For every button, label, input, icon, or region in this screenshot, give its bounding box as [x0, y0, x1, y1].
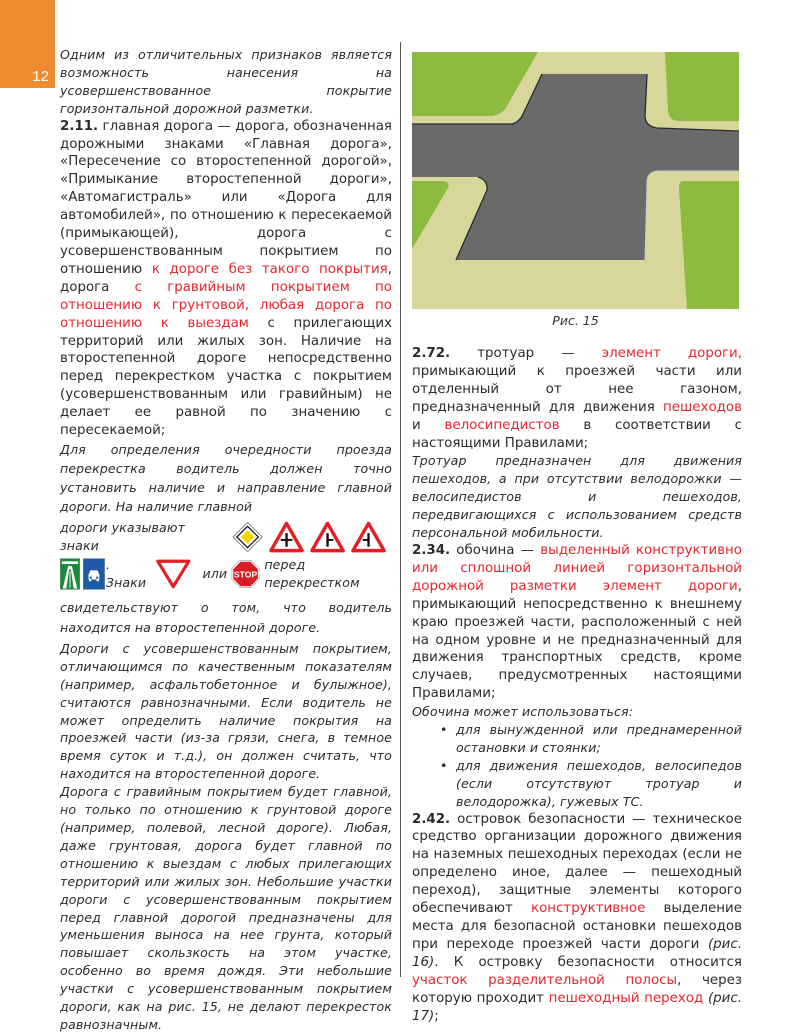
- definition-2-34: [412, 542, 742, 703]
- highlight-text: с гравийным покрытием по отношению к грунтовой, любая дорога по отношению к выездам: [60, 279, 392, 331]
- definition-text: с прилегающих территорий или жилых зон. Наличие на второстепенной дороге непосредственно перед перекрестком участка с покрытием (усовершенствованным или гравийным) не делает ее равной по значению с пересекаемой;: [60, 315, 392, 439]
- page-number: 12: [32, 68, 49, 85]
- definition-2-11: [60, 118, 392, 440]
- shoulder-uses-list: [412, 721, 742, 811]
- figure-15-intersection: [412, 52, 739, 309]
- signs-note: Для определения очередности проезда перекрестка водитель должен точно установить наличие и направление главной дороги. На наличие главной: [60, 441, 392, 514]
- highlight-text: велосипедистов: [444, 417, 560, 433]
- crossroad-minor-sign-icon: [269, 521, 304, 553]
- definition-text: , через которую проходит: [412, 972, 743, 1006]
- definition-text: островок безопасности — техническое средство организации дорожного движения на наземных пешеходных переходах (если не определено иное, далее — пешеходный переход), защитные элементы которого обеспечивают: [412, 811, 742, 917]
- right-column: [412, 345, 742, 1025]
- left-column: [60, 46, 392, 1034]
- highlight-text: конструктивное: [531, 901, 646, 917]
- motorway-sign-icon: [60, 557, 80, 591]
- figure-reference: (рис. 16): [412, 936, 742, 970]
- highlight-text: к дороге без такого покрытия: [151, 261, 388, 277]
- secondary-road-signs-row: [60, 556, 392, 592]
- highlight-text: пешеходов: [663, 399, 742, 415]
- highlight-text: выделенный конструктивно или сплошной линией горизонтальной дорожной разметки элемент дороги: [412, 542, 742, 594]
- clause-number: 2.72.: [412, 346, 451, 361]
- signs-note-text: или: [202, 565, 228, 581]
- definition-text: ;: [434, 1008, 439, 1024]
- grass-bottom-right: [679, 181, 739, 309]
- highlight-text: участок разделительной полосы: [412, 972, 678, 988]
- definition-text: тротуар —: [450, 346, 602, 361]
- definition-text: выделение места для безопасной остановки пешеходов при переходе проезжей части дороги: [412, 901, 742, 952]
- stop-sign-icon: [231, 558, 260, 590]
- signs-note-text: . Знаки: [105, 557, 147, 590]
- definition-text: примыкающий к проезжей части или отделенный от нее газоном, предназначенный для движения: [412, 363, 742, 415]
- definition-text: и: [412, 417, 445, 433]
- clause-number: 2.34.: [412, 542, 451, 558]
- figure-reference: (рис. 17): [412, 990, 742, 1024]
- page-number-tab: [0, 0, 55, 88]
- signs-note-conclusion: свидетельствуют о том, что водитель находится на второстепенной дороге.: [60, 599, 392, 635]
- definition-text: . К островку безопасности относится: [434, 954, 742, 970]
- definition-2-42: [412, 811, 742, 1026]
- definition-text: , примыкающий непосредственно к внешнему краю проезжей части, расположенный с ней на одном уровне и не предназначенный для движения транспортных средств, кроме случаев, предусмотренных настоящими Правилами;: [412, 578, 742, 702]
- sidewalk-note: Тротуар предназначен для движения пешеходов, а при отсутствии велодорожки — велосипедистов и пешеходов, передвигающихся с использованием средств персональной мобильности.: [412, 453, 742, 541]
- definition-text: в соответствии с настоящими Правилами;: [412, 417, 742, 451]
- side-road-right-sign-icon: [310, 521, 345, 553]
- figure-caption: Рис. 15: [552, 313, 599, 328]
- definition-text: , дорога: [60, 261, 392, 295]
- gravel-road-note: Дорога с гравийным покрытием будет главной, но только по отношению к грунтовой дороге (например, полевой, лесной дороге). Любая, даже грунтовая, дорога будет главной по отношению к выездам с любых прилегающих территорий или жилых зон. Небольшие участки дороги с усовершенствованным покрытием перед главной дорогой предназначены для уменьшения выноса на нее грунта, который повышает скользкость на этом участке, особенно во время дождя. Эти небольшие участки с усовершенствованным покрытием дороги, как на рис. 15, не делают перекресток равнозначным.: [60, 784, 392, 1032]
- give-way-sign-icon: [156, 558, 191, 590]
- stop-sign-text: STOP: [234, 569, 258, 580]
- highlight-text: элемент дороги,: [601, 346, 743, 361]
- intro-note: Одним из отличительных признаков является возможность нанесения на усовершенствованное покрытие горизонтальной дорожной разметки.: [60, 47, 392, 116]
- signs-note-text: дороги указывают знаки: [60, 520, 186, 553]
- highlight-text: пешеходный переход: [548, 990, 704, 1006]
- main-road-signs-row: [60, 520, 392, 554]
- list-item: • для движения пешеходов, велосипедов (если отсутствуют тротуар и велодорожка), гужевых ТС.: [440, 757, 742, 811]
- side-road-left-sign-icon: [351, 521, 386, 553]
- improved-surface-note: Дороги с усовершенствованным покрытием, отличающимся по качественным показателям (например, асфальтобетонное и булыжное), считаются равнозначными. Если водитель не может определить наличие покрытия на проезжей части (из-за грязи, снега, в темное время суток и т.д.), он должен считать, что находится на второстепенной дороге.: [60, 640, 392, 782]
- signs-note-text: перед перекрестком: [264, 557, 360, 590]
- list-item: • для вынужденной или преднамеренной остановки и стоянки;: [440, 721, 742, 757]
- intersection-illustration: [412, 52, 739, 309]
- definition-text: обочина —: [450, 542, 541, 558]
- grass-top-right: [665, 52, 739, 121]
- column-divider: [400, 42, 401, 977]
- road-for-cars-sign-icon: [83, 557, 105, 591]
- main-road-sign-icon: [232, 521, 263, 553]
- definition-text: главная дорога — дорога, обозначенная дорожными знаками «Главная дорога», «Пересечение со второстепенной дорогой», «Примыкание второстепенной дороги», «Автомагистраль» или «Дорога для автомобилей», по отношению к пересекаемой (примыкающей), дорога с усовершенствованным покрытием по отношению: [60, 118, 392, 277]
- clause-number: 2.42.: [412, 811, 451, 827]
- definition-2-72: [412, 345, 742, 452]
- shoulder-note-title: Обочина может использоваться:: [412, 704, 634, 720]
- clause-number: 2.11.: [60, 118, 99, 134]
